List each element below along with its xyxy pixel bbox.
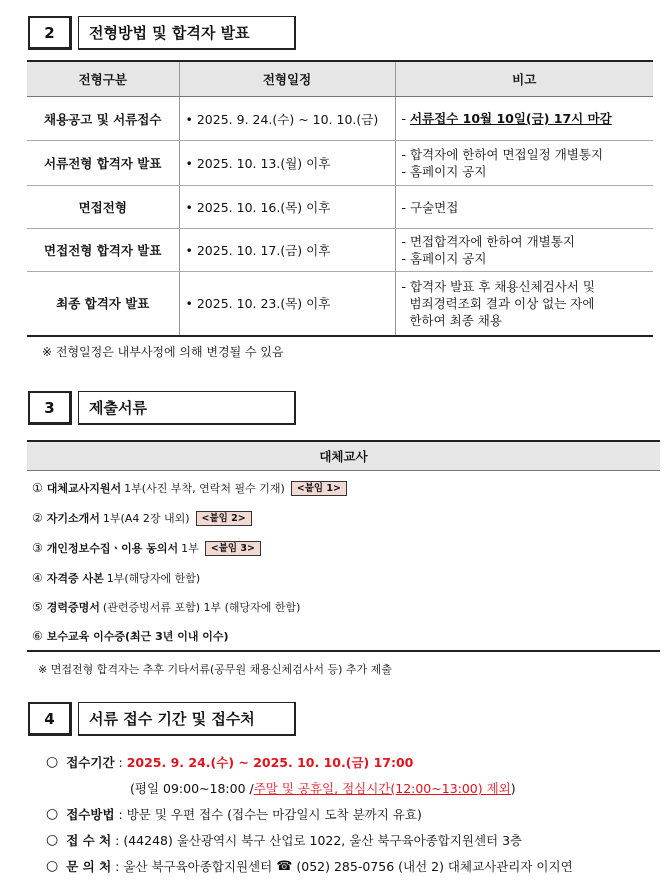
table-row xyxy=(27,229,653,272)
list-item: ① 대체교사지원서 1부(사진 부착, 연락처 필수 기재) <붙임 1> xyxy=(32,480,347,496)
phone-icon: ☎ xyxy=(276,858,293,874)
schedule-table xyxy=(27,60,653,337)
table-row xyxy=(27,186,653,229)
stage-cell: 면접전형 합격자 발표 xyxy=(27,229,179,272)
section-title: 전형방법 및 합격자 발표 xyxy=(78,16,296,50)
stage-cell: 최종 합격자 발표 xyxy=(27,272,179,336)
table-row xyxy=(27,141,653,186)
reception-hours: (평일 09:00~18:00 / 주말 및 공휴일, 점심시간(12:00~13:00) 제외 ) xyxy=(130,780,516,796)
section-4-header xyxy=(28,702,296,736)
reception-period: ○ 접수기간 : 2025. 9. 24.(수) ~ 2025. 10. 10.(금) 17:00 xyxy=(46,754,414,770)
list-item: ② 자기소개서 1부(A4 2장 내외) <붙임 2> xyxy=(32,510,252,526)
table-header-row xyxy=(27,61,653,97)
list-item: ⑥ 보수교육 이수증(최근 3년 이내 이수) xyxy=(32,629,229,643)
excluded-hours: 주말 및 공휴일, 점심시간(12:00~13:00) 제외 xyxy=(253,781,511,796)
date-cell: • 2025. 10. 17.(금) 이후 xyxy=(179,229,395,272)
column-header: 비고 xyxy=(395,61,653,97)
attachment-tag: <붙임 1> xyxy=(291,481,347,496)
docs-table-header: 대체교사 xyxy=(27,440,660,471)
section-number: 4 xyxy=(28,702,72,736)
notes-cell: - 서류접수 10월 10일(금) 17시 마감 xyxy=(395,97,653,141)
date-cell: • 2025. 10. 16.(목) 이후 xyxy=(179,186,395,229)
date-cell: • 2025. 9. 24.(수) ~ 10. 10.(금) xyxy=(179,97,395,141)
column-header: 전형구분 xyxy=(27,61,179,97)
docs-footnote: ※ 면접전형 합격자는 추후 기타서류(공무원 채용신체검사서 등) 추가 제출 xyxy=(38,663,392,676)
reception-method: ○ 접수방법 : 방문 및 우편 접수 (접수는 마감일시 도착 분까지 유효) xyxy=(46,806,422,822)
section-3-header xyxy=(28,391,296,425)
table-row xyxy=(27,97,653,141)
date-cell: • 2025. 10. 13.(월) 이후 xyxy=(179,141,395,186)
section-2-header xyxy=(28,16,296,50)
table-row xyxy=(27,272,653,336)
schedule-footnote: ※ 전형일정은 내부사정에 의해 변경될 수 있음 xyxy=(42,345,284,359)
section-number: 2 xyxy=(28,16,72,50)
deadline-note: 서류접수 10월 10일(금) 17시 마감 xyxy=(409,111,612,126)
list-item: ③ 개인정보수집ㆍ이용 동의서 1부 <붙임 3> xyxy=(32,540,261,556)
reception-contact: ○ 문 의 처 : 울산 북구육아종합지원센터 ☎ (052) 285-0756 (내선 2) 대체교사관리자 이지연 xyxy=(46,858,573,874)
attachment-tag: <붙임 3> xyxy=(205,541,261,556)
notes-cell: - 합격자에 한하여 면접일정 개별통지 - 홈페이지 공지 xyxy=(395,141,653,186)
stage-cell: 면접전형 xyxy=(27,186,179,229)
list-item: ⑤ 경력증명서 (관련증빙서류 포함) 1부 (해당자에 한함) xyxy=(32,600,301,614)
stage-cell: 채용공고 및 서류접수 xyxy=(27,97,179,141)
date-cell: • 2025. 10. 23.(목) 이후 xyxy=(179,272,395,336)
attachment-tag: <붙임 2> xyxy=(196,511,252,526)
reception-period-value: 2025. 9. 24.(수) ~ 2025. 10. 10.(금) 17:00 xyxy=(126,755,414,770)
section-title: 서류 접수 기간 및 접수처 xyxy=(78,702,296,736)
stage-cell: 서류전형 합격자 발표 xyxy=(27,141,179,186)
divider xyxy=(27,650,660,652)
notes-cell: - 면접합격자에 한하여 개별통지 - 홈페이지 공지 xyxy=(395,229,653,272)
section-number: 3 xyxy=(28,391,72,425)
column-header: 전형일정 xyxy=(179,61,395,97)
reception-place: ○ 접 수 처 : (44248) 울산광역시 북구 산업로 1022, 울산 북구육아종합지원센터 3층 xyxy=(46,832,523,848)
notes-cell: - 합격자 발표 후 채용신체검사서 및 범죄경력조회 결과 이상 없는 자에 한하여 최종 채용 xyxy=(395,272,653,336)
section-title: 제출서류 xyxy=(78,391,296,425)
notes-cell: - 구술면접 xyxy=(395,186,653,229)
list-item: ④ 자격증 사본 1부(해당자에 한함) xyxy=(32,571,201,585)
